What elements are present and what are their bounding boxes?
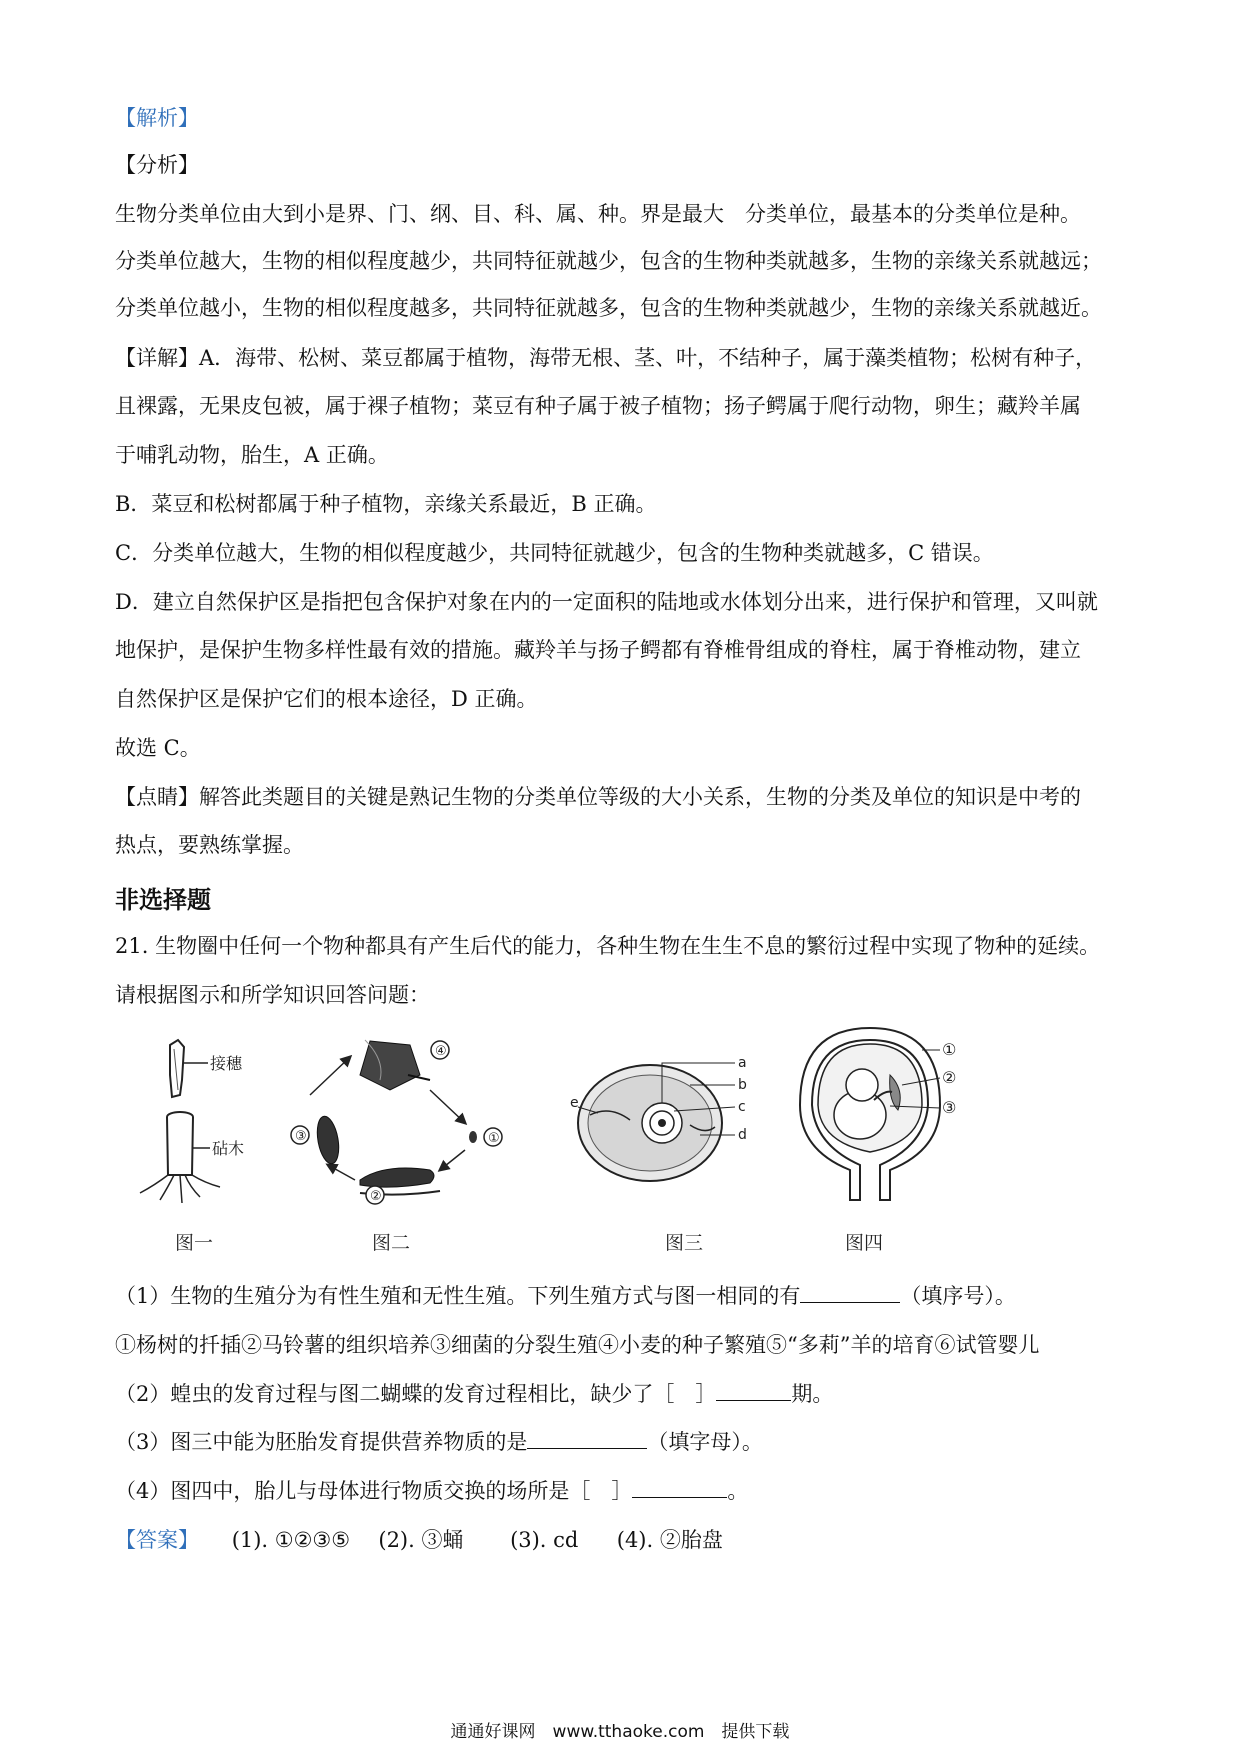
footer-text: 通通好课网 www.tthaoke.com 提供下载	[450, 1722, 790, 1742]
label-pupa: ③	[295, 1129, 307, 1144]
q3-blank[interactable]	[527, 1428, 647, 1449]
egg-label-a: a	[738, 1055, 747, 1071]
option-d-line-2: 地保护，是保护生物多样性最有效的措施。藏羚羊与扬子鳄都有脊椎骨组成的脊柱，属于脊椎动物，建立	[115, 638, 1081, 662]
dianjing-line-1: 【点睛】解答此类题目的关键是熟记生物的分类单位等级的大小关系，生物的分类及单位的知识是中考的	[115, 785, 1081, 809]
egg-label-e: e	[570, 1095, 579, 1111]
label-scion: 接穗	[210, 1054, 243, 1073]
sub-question-2: （2）蝗虫的发育过程与图二蝴蝶的发育过程相比，缺少了［ ］ 期。	[115, 1382, 834, 1406]
butterfly-cycle-figure	[290, 1035, 520, 1215]
answer-row	[115, 1526, 1135, 1554]
section-title: 非选择题	[115, 886, 211, 914]
fig1-caption: 图一	[175, 1232, 214, 1254]
option-d-line-1: D．建立自然保护区是指把包含保护对象在内的一定面积的陆地或水体划分出来，进行保护和管理，又叫就	[115, 590, 1098, 614]
option-d-line-3: 自然保护区是保护它们的根本途径，D 正确。	[115, 687, 538, 711]
fig4-caption: 图四	[845, 1232, 884, 1254]
uterus-label-3: ③	[942, 1098, 957, 1117]
egg-figure	[570, 1055, 750, 1190]
fig3-caption: 图三	[665, 1232, 704, 1254]
egg-label-d: d	[738, 1127, 747, 1143]
analysis-tag: 【解析】	[115, 106, 199, 130]
egg-label-b: b	[738, 1077, 747, 1093]
uterus-figure	[790, 1020, 970, 1210]
egg-label-c: c	[738, 1099, 746, 1115]
xiangjie-line-3: 于哺乳动物，胎生，A 正确。	[115, 443, 389, 467]
fenxi-line-3: 分类单位越小，生物的相似程度越多，共同特征就越多，包含的生物种类就越少，生物的亲缘关系就越近。	[115, 296, 1102, 320]
label-adult: ④	[435, 1044, 447, 1059]
sub-question-1-options: ①杨树的扦插②马铃薯的组织培养③细菌的分裂生殖④小麦的种子繁殖⑤“多莉”羊的培育⑥试管婴儿	[115, 1333, 1040, 1357]
answer-3: (3). cd	[510, 1528, 579, 1552]
answer-4: (4). ②胎盘	[616, 1528, 723, 1552]
uterus-label-2: ②	[942, 1068, 957, 1087]
grafting-figure	[130, 1035, 280, 1210]
option-c-line: C．分类单位越大，生物的相似程度越少，共同特征就越少，包含的生物种类就越多，C 错误。	[115, 541, 994, 565]
q2-blank[interactable]	[716, 1380, 791, 1401]
xiangjie-line-1: 【详解】A．海带、松树、菜豆都属于植物，海带无根、茎、叶，不结种子，属于藻类植物；松树有种子，	[115, 346, 1097, 370]
fig2-caption: 图二	[372, 1232, 411, 1254]
fenxi-tag: 【分析】	[115, 153, 199, 177]
fenxi-line-2: 分类单位越大，生物的相似程度越少，共同特征就越少，包含的生物种类就越多，生物的亲缘关系就越远；	[115, 249, 1102, 273]
q21-line-2: 请根据图示和所学知识回答问题：	[115, 983, 430, 1007]
q21-line-1: 21. 生物圈中任何一个物种都具有产生后代的能力，各种生物在生生不息的繁衍过程中实现了物种的延续。	[115, 934, 1101, 958]
answer-1: (1). ①②③⑤	[231, 1528, 351, 1552]
answer-2: (2). ③蛹	[378, 1528, 464, 1552]
answer-tag: 【答案】	[115, 1528, 199, 1552]
sub-question-4: （4）图四中，胎儿与母体进行物质交换的场所是［ ］ 。	[115, 1479, 749, 1503]
fenxi-line-1: 生物分类单位由大到小是界、门、纲、目、科、属、种。界是最大 分类单位，最基本的分类单位是种。	[115, 202, 1081, 226]
label-stock: 砧木	[212, 1139, 245, 1158]
option-b-line: B．菜豆和松树都属于种子植物，亲缘关系最近，B 正确。	[115, 492, 657, 516]
xiangjie-line-2: 且裸露，无果皮包被，属于裸子植物；菜豆有种子属于被子植物；扬子鳄属于爬行动物，卵生；藏羚羊属	[115, 394, 1081, 418]
dianjing-line-2: 热点，要熟练掌握。	[115, 833, 304, 857]
label-larva: ②	[370, 1189, 382, 1204]
uterus-label-1: ①	[942, 1040, 957, 1059]
q4-blank[interactable]	[632, 1477, 727, 1498]
choice-line: 故选 C。	[115, 736, 201, 760]
q1-blank[interactable]	[800, 1282, 900, 1303]
label-egg: ①	[488, 1131, 500, 1146]
sub-question-1: （1）生物的生殖分为有性生殖和无性生殖。下列生殖方式与图一相同的有 （填序号）。	[115, 1284, 1016, 1308]
sub-question-3: （3）图三中能为胚胎发育提供营养物质的是 （填字母）。	[115, 1430, 763, 1454]
